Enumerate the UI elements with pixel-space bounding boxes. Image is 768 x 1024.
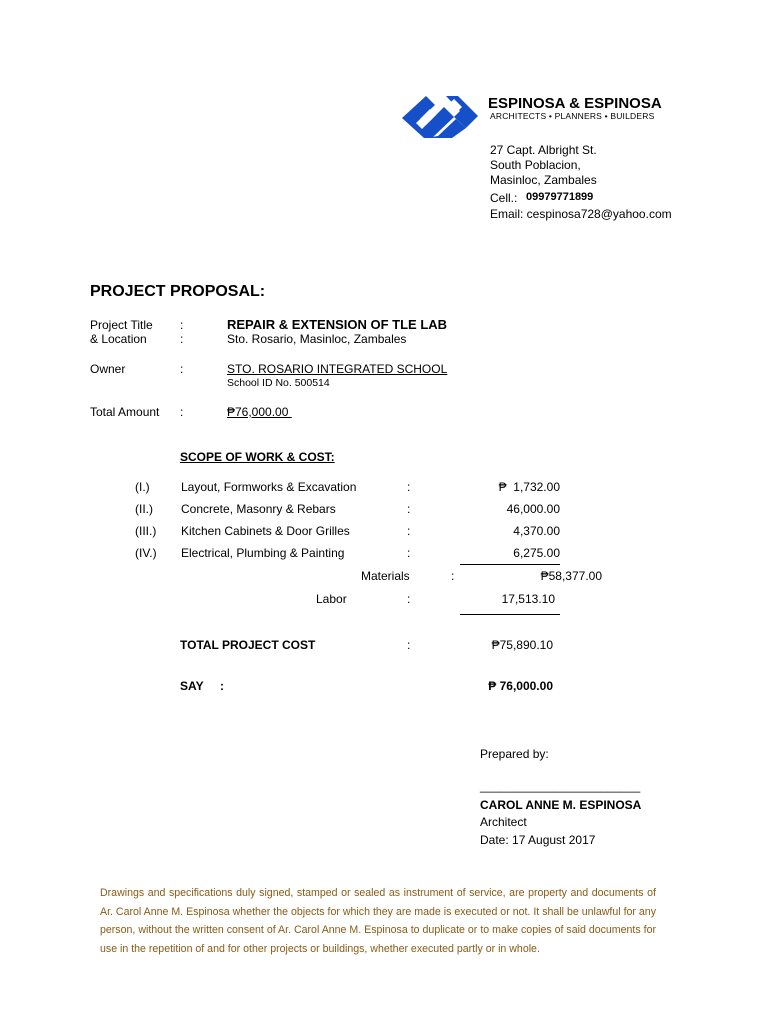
- scope-item-desc: Layout, Formworks & Excavation: [181, 480, 357, 494]
- company-email: Email: cespinosa728@yahoo.com: [490, 207, 672, 221]
- scope-item-number: (II.): [135, 502, 153, 516]
- scope-item-amount: 4,370.00: [513, 524, 560, 538]
- scope-item-sep: :: [407, 480, 411, 494]
- labor-label: Labor: [316, 592, 347, 606]
- scope-item-sep: :: [407, 524, 411, 538]
- location-sep: :: [180, 332, 184, 346]
- company-logo: [402, 93, 478, 139]
- total-project-cost-label: TOTAL PROJECT COST: [180, 638, 316, 652]
- scope-item-sep: :: [407, 502, 411, 516]
- preparer-title: Architect: [480, 815, 527, 829]
- total-amount-label: Total Amount: [90, 405, 160, 419]
- project-location: Sto. Rosario, Masinloc, Zambales: [227, 332, 407, 346]
- cell-number: 09979771899: [526, 191, 594, 203]
- total-project-cost-value: ₱75,890.10: [491, 638, 553, 652]
- owner-sep: :: [180, 362, 184, 376]
- scope-item-number: (IV.): [135, 546, 157, 560]
- prepared-date: Date: 17 August 2017: [480, 833, 596, 847]
- address-line-1: 27 Capt. Albright St.: [490, 143, 597, 157]
- scope-item-amount: 6,275.00: [513, 546, 560, 560]
- prepared-by-label: Prepared by:: [480, 747, 549, 761]
- scope-item-number: (I.): [135, 480, 150, 494]
- preparer-name: CAROL ANNE M. ESPINOSA: [480, 798, 642, 812]
- page-title: PROJECT PROPOSAL:: [90, 283, 266, 300]
- say-value: ₱ 76,000.00: [488, 679, 553, 693]
- address-line-2: South Poblacion,: [490, 158, 581, 172]
- location-label: & Location: [90, 332, 147, 346]
- cell-label: Cell.:: [490, 191, 518, 205]
- address-line-3: Masinloc, Zambales: [490, 173, 597, 187]
- scope-item-desc: Concrete, Masonry & Rebars: [181, 502, 336, 516]
- company-name: ESPINOSA & ESPINOSA: [488, 95, 662, 112]
- owner-label: Owner: [90, 362, 126, 376]
- scope-heading: SCOPE OF WORK & COST:: [180, 450, 335, 464]
- labor-value: 17,513.10: [501, 592, 555, 606]
- company-tagline: ARCHITECTS • PLANNERS • BUILDERS: [490, 111, 655, 121]
- labor-sep: :: [407, 592, 411, 606]
- scope-item-number: (III.): [135, 524, 157, 538]
- scope-item-sep: :: [407, 546, 411, 560]
- scope-item-desc: Kitchen Cabinets & Door Grilles: [181, 524, 350, 538]
- scope-item-amount: 46,000.00: [506, 502, 560, 516]
- total-divider: [460, 614, 560, 615]
- scope-item-amount: ₱ 1,732.00: [498, 480, 560, 494]
- project-title-sep: :: [180, 318, 184, 332]
- say-label: SAY :: [180, 679, 225, 693]
- total-project-cost-sep: :: [407, 638, 411, 652]
- project-title-label: Project Title: [90, 318, 153, 332]
- materials-sep: :: [451, 569, 455, 583]
- materials-value: ₱58,377.00: [540, 569, 602, 583]
- total-amount-value: ₱76,000.00: [227, 405, 292, 419]
- project-title: REPAIR & EXTENSION OF TLE LAB: [227, 317, 448, 332]
- owner-name: STO. ROSARIO INTEGRATED SCHOOL: [227, 362, 448, 376]
- copyright-notice: Drawings and specifications duly signed, stamped or sealed as instrument of service, are property and documents of Ar. Carol Anne M. Espinosa whether the objects for which they are made is executed or not. It shall be unlawful for any person, without the written consent of Ar. Carol Anne M. Espinosa to duplicate or to make copies of said documents for use in the repetition of and for other projects or buildings, whether executed partly or in whole.: [100, 887, 656, 955]
- school-id: School ID No. 500514: [227, 377, 330, 389]
- total-amount-sep: :: [180, 405, 184, 419]
- subtotal-divider: [460, 564, 560, 565]
- materials-label: Materials: [361, 569, 410, 583]
- signature-line: ________________________: [480, 779, 641, 793]
- scope-item-desc: Electrical, Plumbing & Painting: [181, 546, 345, 560]
